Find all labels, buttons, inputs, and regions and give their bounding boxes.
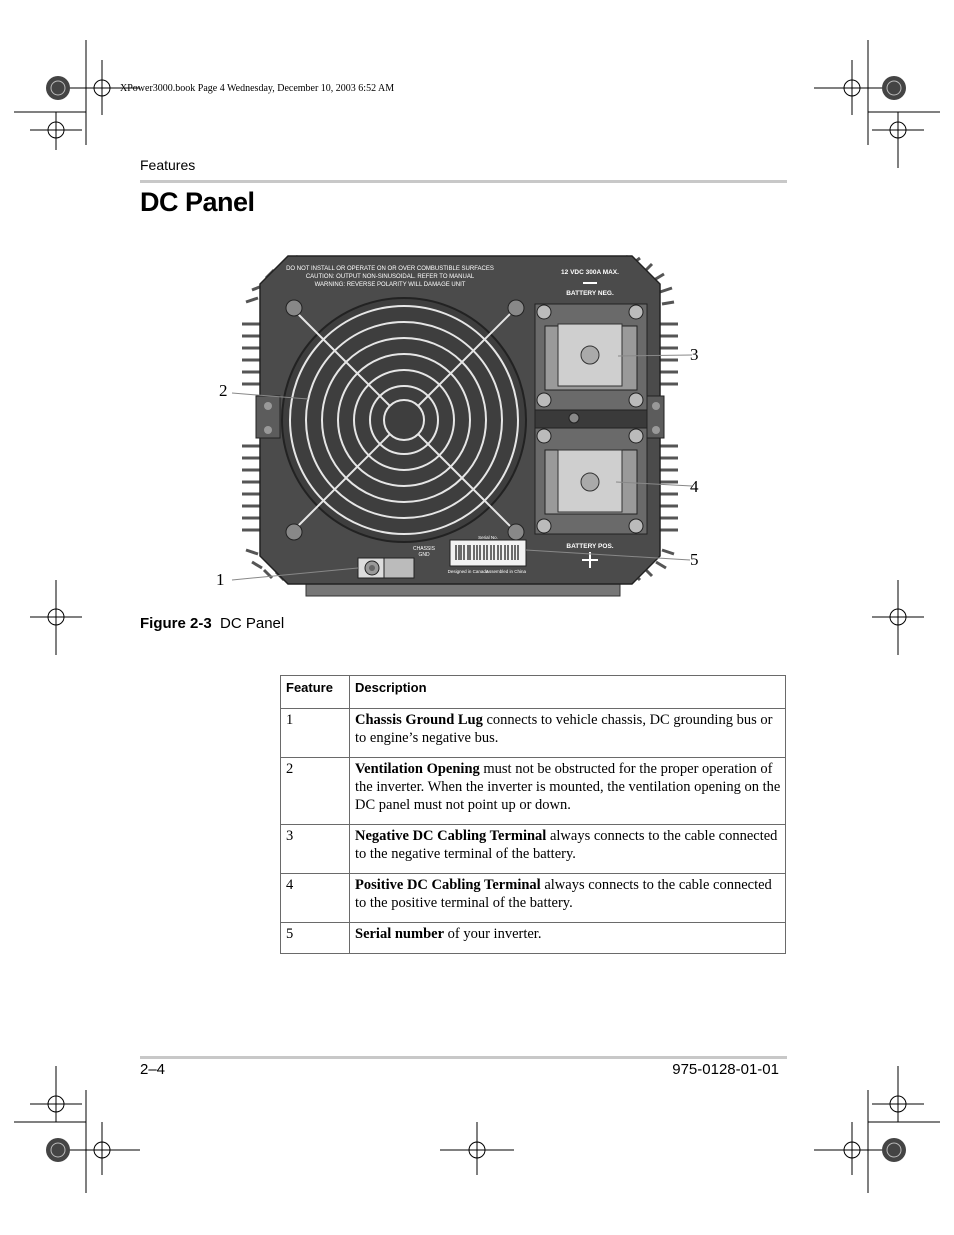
feature-term: Chassis Ground Lug — [355, 712, 483, 728]
feature-term: Ventilation Opening — [355, 761, 480, 777]
negative-terminal — [535, 304, 647, 410]
page-title: DC Panel — [140, 187, 255, 217]
feature-text: of your inverter. — [444, 926, 542, 942]
page-number: 2–4 — [140, 1061, 166, 1078]
warning-line2: CAUTION: OUTPUT NON-SINUSOIDAL. REFER TO MANUAL — [305, 274, 475, 280]
positive-terminal — [535, 428, 647, 534]
feature-text: connects to vehicle chassis, DC grounding bus or to engine’s negative bus. — [355, 712, 773, 746]
feature-description — [350, 709, 786, 758]
feature-description — [350, 923, 786, 954]
feature-description — [350, 825, 786, 874]
feature-number: 5 — [281, 923, 350, 954]
designed-in-text: Designed in Canada — [447, 569, 489, 574]
feature-term: Positive DC Cabling Terminal — [355, 877, 541, 893]
rating-label: 12 VDC 300A MAX. — [561, 269, 619, 276]
callout-4: 4 — [690, 477, 699, 496]
caption-text: DC Panel — [220, 615, 285, 632]
serial-number-label — [450, 540, 526, 566]
header-feature: Feature — [281, 676, 350, 709]
warning-line1: DO NOT INSTALL OR OPERATE ON OR OVER COMBUSTIBLE SURFACES — [286, 266, 494, 272]
header-description: Description — [350, 676, 786, 709]
feature-text: must not be obstructed for the proper operation of the inverter. When the inverter is mounted, the ventilation opening on the DC panel must not point up or down. — [355, 761, 781, 813]
feature-description — [350, 758, 786, 825]
table-row — [281, 923, 786, 954]
warning-line3: WARNING: REVERSE POLARITY WILL DAMAGE UNIT — [314, 282, 466, 288]
battery-neg-label: BATTERY NEG. — [566, 290, 614, 297]
document-number: 975-0128-01-01 — [672, 1061, 779, 1078]
feature-number: 3 — [281, 825, 350, 874]
table-row — [281, 874, 786, 923]
serial-no-caption: Serial No. — [478, 535, 498, 540]
chassis-label-line1: CHASSIS — [413, 546, 435, 552]
feature-description — [350, 874, 786, 923]
feature-text: always connects to the cable connected to the negative terminal of the battery. — [355, 828, 778, 862]
callout-1: 1 — [216, 570, 225, 589]
feature-text: always connects to the cable connected to the positive terminal of the battery. — [355, 877, 772, 911]
feature-term: Negative DC Cabling Terminal — [355, 828, 547, 844]
section-label: Features — [140, 157, 196, 173]
battery-pos-label: BATTERY POS. — [566, 543, 614, 550]
table-row — [281, 709, 786, 758]
figure-caption — [140, 615, 284, 632]
chassis-label-line2: GND — [418, 552, 430, 558]
table-row — [281, 825, 786, 874]
print-info: XPower3000.book Page 4 Wednesday, December 10, 2003 6:52 AM — [120, 83, 395, 94]
assembled-in-text: Assembled in China — [485, 569, 527, 574]
caption-label: Figure 2-3 — [140, 615, 212, 632]
callout-2: 2 — [219, 381, 228, 400]
feature-number: 4 — [281, 874, 350, 923]
feature-number: 2 — [281, 758, 350, 825]
callout-5: 5 — [690, 550, 699, 569]
callout-3: 3 — [690, 345, 699, 364]
ventilation-opening — [282, 298, 526, 542]
table-row — [281, 758, 786, 825]
header-rule — [140, 180, 787, 183]
feature-table — [280, 675, 786, 954]
feature-number: 1 — [281, 709, 350, 758]
chassis-ground-lug — [358, 558, 414, 578]
feature-term: Serial number — [355, 926, 445, 942]
table-header-row — [281, 676, 786, 709]
footer-rule — [140, 1056, 787, 1059]
dc-panel-illustration — [200, 250, 720, 600]
